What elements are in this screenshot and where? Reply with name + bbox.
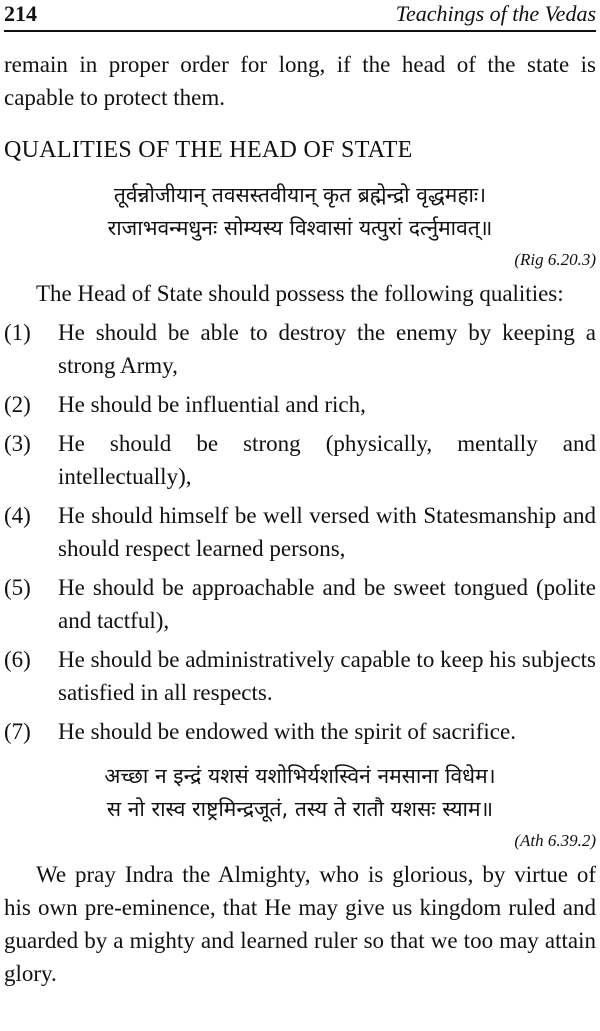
list-item-text: He should be approachable and be sweet tongued (polite and tactful), [58, 575, 596, 633]
list-item [4, 571, 596, 637]
verse1-reference: (Rig 6.20.3) [514, 250, 596, 269]
closing-paragraph: We pray Indra the Almighty, who is glorious, by virtue of his own pre-eminence, that He may give us kingdom ruled and guarded by a mighty and learned ruler so that we too may attain glory. [4, 862, 596, 986]
intro-paragraph: The Head of State should possess the following qualities: [36, 281, 564, 306]
list-item [4, 388, 596, 421]
list-item [4, 715, 596, 748]
list-item [4, 427, 596, 493]
list-item-text: He should be strong (physically, mentally and intellectually), [58, 431, 596, 489]
running-title: Teachings of the Vedas [395, 1, 596, 26]
continuation-paragraph: remain in proper order for long, if the head of the state is capable to protect them. [4, 52, 596, 110]
list-item-text: He should be influential and rich, [58, 392, 366, 417]
section-heading: QUALITIES OF THE HEAD OF STATE [4, 137, 413, 163]
list-item-number: (3) [4, 431, 31, 456]
list-item-text: He should be endowed with the spirit of sacrifice. [58, 719, 516, 744]
verse1-line1: तूर्वन्नोजीयान् तवसस्तवीयान् कृत ब्रह्मेन्द्रो वृद्धमहाः। [113, 183, 487, 207]
list-item [4, 499, 596, 565]
page-header [4, 0, 596, 32]
list-item-number: (2) [4, 392, 31, 417]
verse2-line1: अच्छा न इन्द्रं यशसं यशोभिर्यशस्विनं नमसाना विधेम। [104, 764, 496, 788]
list-item-text: He should be able to destroy the enemy by keeping a strong Army, [58, 320, 596, 378]
verse2-reference: (Ath 6.39.2) [514, 831, 596, 850]
page-number: 214 [4, 1, 37, 26]
list-item-number: (5) [4, 575, 31, 600]
list-item [4, 316, 596, 382]
qualities-list [4, 316, 596, 748]
list-item [4, 643, 596, 709]
verse1-line2: राजाभवन्मधुनः सोम्यस्य विश्वासां यत्पुरां दर्त्नुमावत्॥ [107, 216, 493, 240]
list-item-text: He should himself be well versed with Statesmanship and should respect learned persons, [58, 503, 596, 561]
list-item-text: He should be administratively capable to keep his subjects satisfied in all respects. [58, 647, 596, 705]
page-body [4, 48, 596, 990]
list-item-number: (7) [4, 719, 31, 744]
list-item-number: (4) [4, 503, 31, 528]
verse2-line2: स नो रास्व राष्ट्रमिन्द्रजूतं, तस्य ते रातौ यशसः स्याम॥ [106, 797, 494, 821]
list-item-number: (6) [4, 647, 31, 672]
list-item-number: (1) [4, 320, 31, 345]
